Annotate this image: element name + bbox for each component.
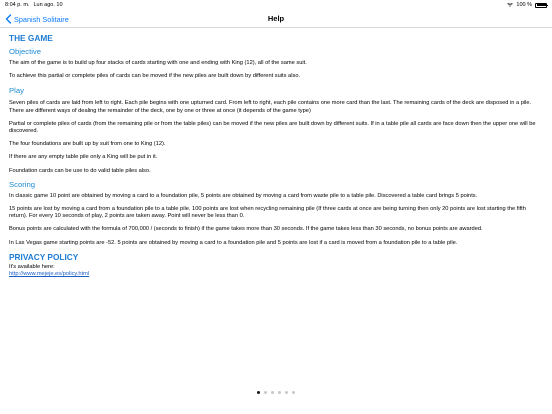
status-left: [5, 2, 63, 8]
page-dot[interactable]: [257, 391, 260, 394]
subsection-title-objective: Objective: [9, 47, 42, 56]
back-button-label: Spanish Solitaire: [14, 14, 69, 24]
subsection-title-scoring: Scoring: [9, 179, 36, 189]
status-date: Lun ago. 10: [33, 2, 63, 8]
chevron-left-icon: [5, 14, 12, 24]
battery-percent: 100 %: [516, 2, 532, 8]
scoring-paragraph-2: 15 points are lost by moving a card from a foundation pile to a table pile. 100 points are lost when recycling remaining pile (If three cards at once are being turning then only 20 points are lost starting the fifth return). For every 10 seconds of play, 2 points are taken away. Point will never be less than 0.: [9, 206, 526, 220]
page-dot[interactable]: [271, 391, 274, 394]
wifi-icon: [507, 3, 513, 7]
play-paragraph-5: Foundation cards can be use to do valid table piles also.: [9, 167, 151, 174]
status-bar: [0, 0, 552, 10]
play-paragraph-4: If there are any empty table pile only a King will be put in it.: [9, 154, 158, 161]
privacy-paragraph: It's available here:: [9, 263, 55, 270]
page-dot[interactable]: [292, 391, 295, 394]
status-right: [507, 2, 547, 8]
subsection-title-play: Play: [9, 86, 24, 96]
scoring-paragraph-3: Bonus points are calculated with the formula of 700,000 / (seconds to finish) if the game takes more than 30 seconds. If the game takes less than 30 seconds, no bonus points are awarded.: [9, 226, 483, 233]
navigation-bar: [0, 10, 552, 28]
objective-paragraph-2: To achieve this partial or complete piles of cards can be moved if the new piles are built down by different suits also.: [9, 73, 301, 80]
status-time: 8:04 p. m.: [5, 2, 30, 8]
scoring-paragraph-4: In Las Vegas game starting points are -52. 5 points are obtained by moving a card to a foundation pile and 5 points are lost if a card is moved from a foundation pile to a table pile.: [9, 239, 458, 246]
privacy-policy-link[interactable]: http://www.mejeje.es/policy.html: [9, 271, 90, 278]
help-content: [9, 33, 545, 278]
page-indicator[interactable]: [0, 391, 552, 394]
section-title-game: THE GAME: [9, 33, 53, 43]
page-title: Help: [267, 14, 285, 23]
page-dot[interactable]: [285, 391, 288, 394]
battery-icon: [535, 3, 547, 8]
play-paragraph-3: The four foundations are built up by suit from one to King (12).: [9, 141, 166, 148]
play-paragraph-2: Partial or complete piles of cards (from the remaining pile or from the table piles) can be moved if the new piles are built down by different suits. If in a table pile all cards are face down then the upper one will be discovered.: [9, 120, 536, 135]
section-title-privacy: PRIVACY POLICY: [9, 251, 79, 262]
play-paragraph-1: Seven piles of cards are laid from left to right. Each pile begins with one upturned card. From left to right, each pile contains one more card than the last. The remaining cards of the deck are disposed in a pile. There are different ways of dealing the remainder of the deck, one by one or three at once (it depends of the game type): [9, 100, 532, 114]
page-dot[interactable]: [278, 391, 281, 394]
scoring-paragraph-1: In classic game 10 point are obtained by moving a card to a foundation pile, 5 points are obtained by moving a card from waste pile to a table pile. Discovered a table card brings 5 points.: [9, 192, 478, 199]
objective-paragraph-1: The aim of the game is to build up four stacks of cards starting with one and ending with King (12), all of the same suit.: [9, 60, 307, 66]
back-button[interactable]: [5, 12, 69, 26]
page-dot[interactable]: [264, 391, 267, 394]
